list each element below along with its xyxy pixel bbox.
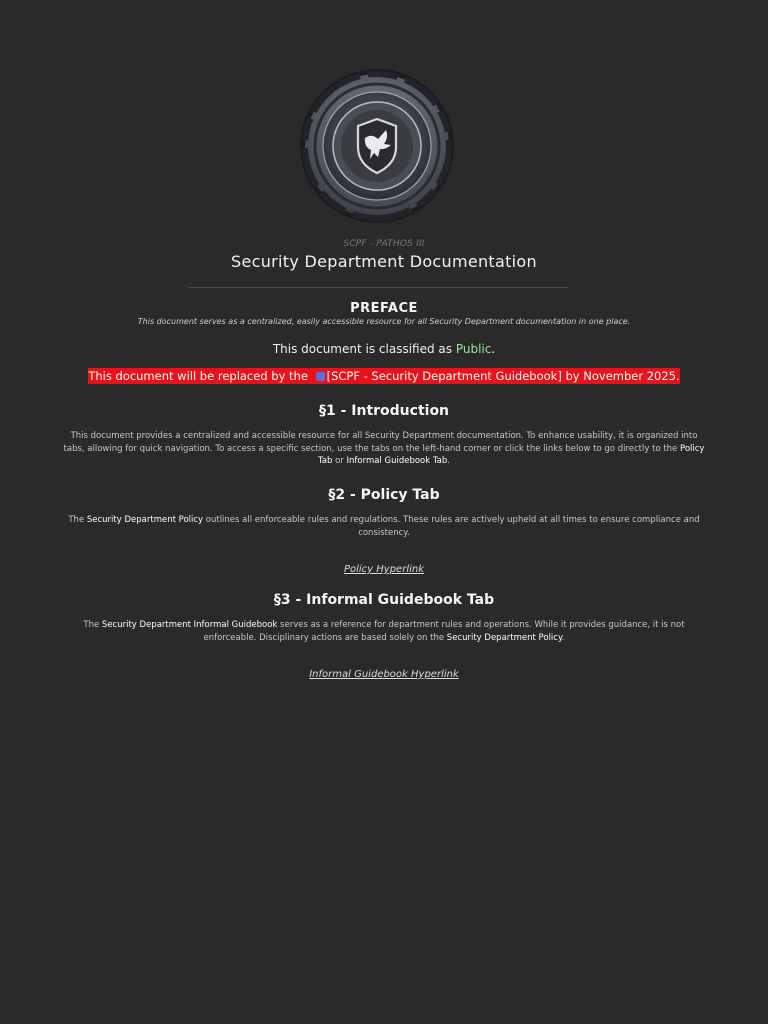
section-2-text bbox=[62, 514, 706, 539]
guidebook-text-mid: serves as a reference for department rules and operations. While it provides guidance, it is not enforceable. Disciplinary actions are based solely on the bbox=[203, 620, 685, 643]
section-1-text bbox=[62, 430, 706, 468]
classification-level: Public bbox=[455, 342, 492, 356]
intro-policy-tab: Policy Tab bbox=[318, 443, 705, 467]
policy-text-after: outlines all enforceable rules and regulations. These rules are actively upheld at all times to ensure compliance and consistency. bbox=[203, 515, 700, 538]
intro-guidebook-tab: Informal Guidebook Tab bbox=[346, 456, 448, 467]
section-3-text bbox=[62, 619, 706, 644]
classification-prefix: This document is classified as bbox=[272, 342, 456, 356]
replacement-notice bbox=[0, 369, 768, 383]
guidebook-link-row bbox=[0, 662, 768, 681]
policy-hyperlink[interactable]: Policy Hyperlink bbox=[343, 564, 425, 575]
guidebook-doc-link[interactable] bbox=[312, 368, 562, 384]
header-subtitle: SCPF - PATHOS III bbox=[343, 239, 425, 249]
shield-eagle-icon bbox=[292, 67, 462, 225]
intro-text-before: This document provides a centralized and accessible resource for all Security Department documentation. To enhance usability, it is organized into tabs, allowing for quick navigation. To access a specific section, use the tabs on the left-hand corner or click the links below to go directly to the bbox=[63, 431, 698, 454]
guidebook-bold-policy: Security Department Policy bbox=[446, 632, 562, 643]
header-divider bbox=[188, 287, 568, 288]
guidebook-text-after: . bbox=[561, 632, 565, 643]
section-1-heading: §1 - Introduction bbox=[318, 403, 450, 419]
section-3-heading: §3 - Informal Guidebook Tab bbox=[273, 592, 495, 608]
intro-text-after: . bbox=[447, 456, 450, 467]
preface-text: This document serves as a centralized, easily accessible resource for all Security Department documentation in one place. bbox=[137, 317, 631, 326]
page-title: Security Department Documentation bbox=[231, 252, 537, 271]
informal-guidebook-hyperlink[interactable]: Informal Guidebook Hyperlink bbox=[309, 669, 459, 680]
policy-link-row bbox=[0, 557, 768, 576]
section-2-heading: §2 - Policy Tab bbox=[328, 487, 440, 503]
security-emblem-logo bbox=[292, 67, 462, 225]
replacement-suffix: by November 2025. bbox=[561, 369, 680, 383]
classification-line bbox=[0, 342, 768, 356]
guidebook-doc-link-label: [SCPF - Security Department Guidebook] bbox=[326, 369, 562, 383]
classification-suffix: . bbox=[491, 342, 496, 356]
policy-bold: Security Department Policy bbox=[86, 515, 204, 525]
guidebook-bold: Security Department Informal Guidebook bbox=[101, 620, 278, 630]
policy-text-before: The bbox=[68, 515, 87, 525]
document-chip-icon bbox=[316, 372, 325, 381]
preface-heading: PREFACE bbox=[350, 301, 418, 316]
intro-text-mid: or bbox=[332, 456, 347, 467]
guidebook-text-before: The bbox=[83, 620, 102, 630]
replacement-prefix: This document will be replaced by the bbox=[88, 369, 312, 383]
